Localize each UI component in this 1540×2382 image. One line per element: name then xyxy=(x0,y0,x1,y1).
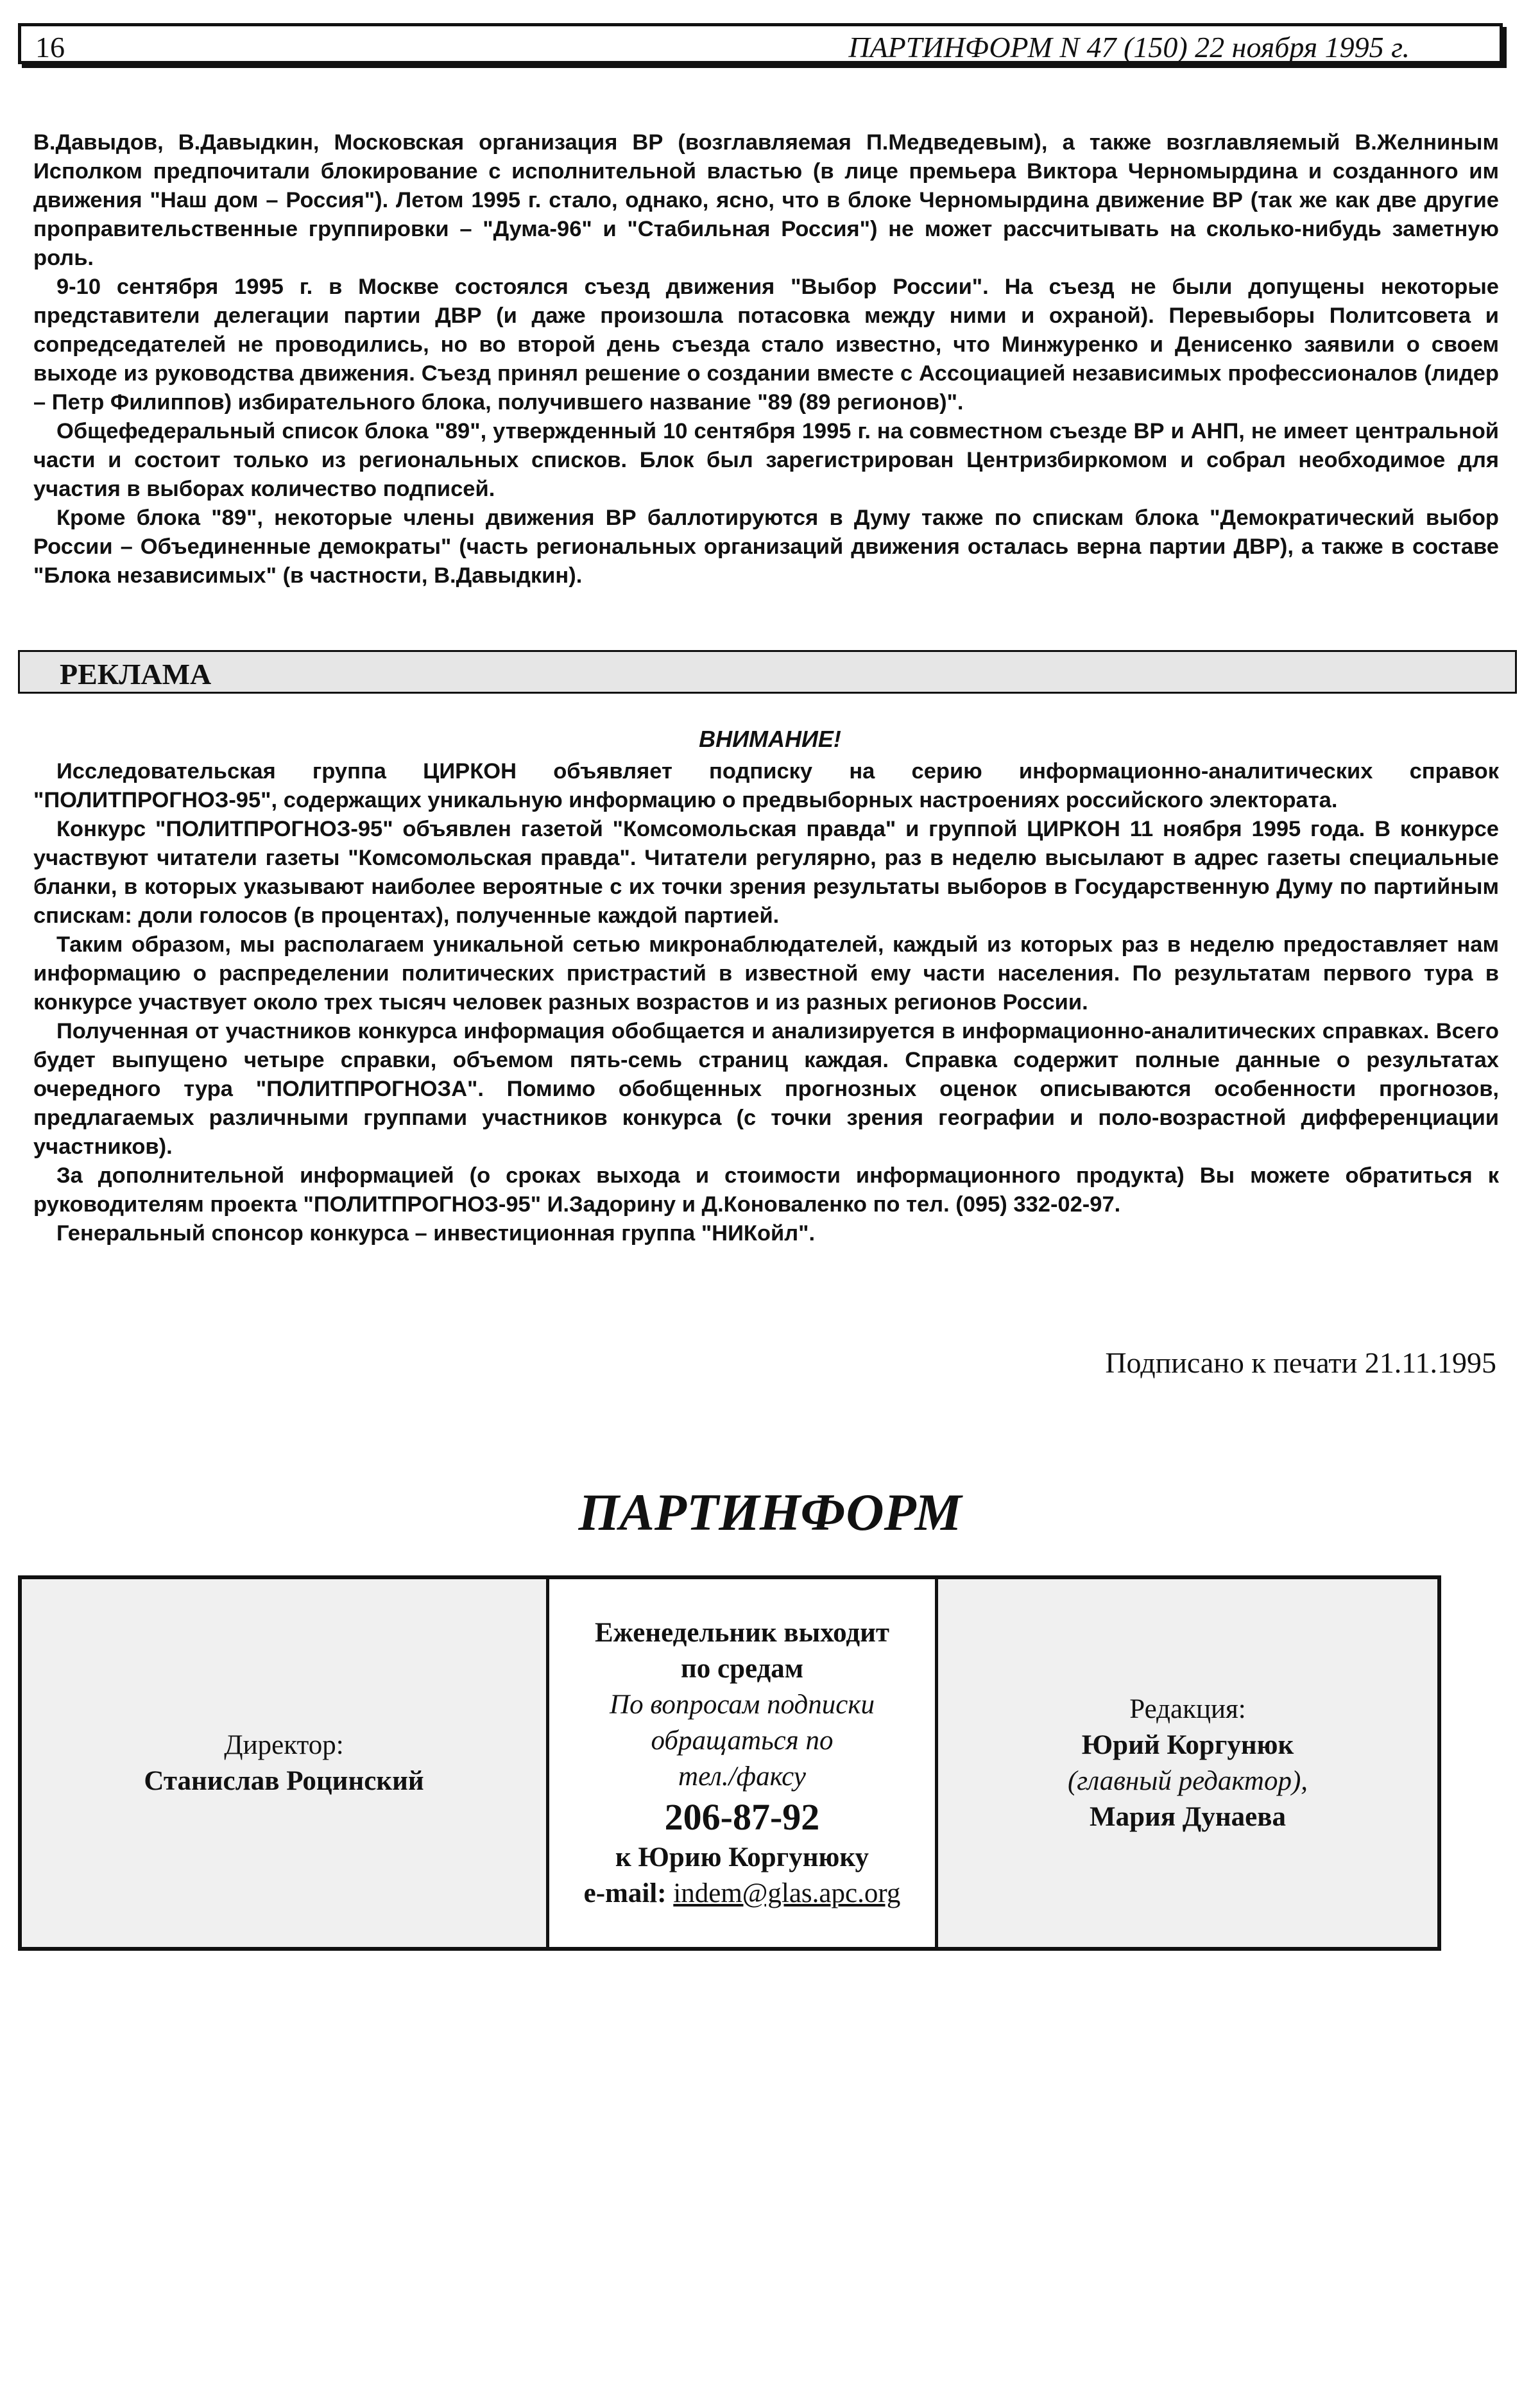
subscribe-line: По вопросам подписки xyxy=(610,1689,875,1720)
page-header xyxy=(18,23,1503,64)
contact-person: к Юрию Коргунюку xyxy=(615,1842,869,1872)
running-title: ПАРТИНФОРМ N 47 (150) 22 ноября 1995 г. xyxy=(848,31,1410,64)
section-title: РЕКЛАМА xyxy=(60,658,212,690)
director-label: Директор: xyxy=(224,1729,344,1760)
article-paragraph: В.Давыдов, В.Давыдкин, Московская организация ВР (возглавляемая П.Медведевым), а также возглавляемый В.Желниным Исполком предпочитали блокирование с исполнительной властью (в лице премьера Виктора Черномырдина и созданного им движения "Наш дом – Россия"). Летом 1995 г. стало, однако, ясно, что в блоке Черномырдина движение ВР (так же как две другие проправительственные группировки – "Дума-96" и "Стабильная Россия") не может рассчитывать на сколько-нибудь заметную роль. xyxy=(33,130,1499,270)
ad-heading: ВНИМАНИЕ! xyxy=(699,726,841,752)
email-link[interactable]: indem@glas.apc.org xyxy=(673,1878,901,1908)
editor-role: (главный редактор), xyxy=(1067,1765,1308,1796)
email-line xyxy=(584,1876,901,1912)
ad-paragraph: Исследовательская группа ЦИРКОН объявляет подписку на серию информационно-аналитических справок "ПОЛИТПРОГНОЗ-95", содержащих уникальную информацию о предвыборных настроениях российского электората. xyxy=(33,759,1499,812)
ad-paragraph: За дополнительной информацией (о сроках выхода и стоимости информационного продукта) Вы можете обратиться к руководителям проекта "ПОЛИТПРОГНОЗ-95" И.Задорину и Д.Коноваленко по тел. (095) 332-02-97. xyxy=(33,1163,1499,1217)
editorial-cell xyxy=(938,1579,1437,1947)
phone-number: 206-87-92 xyxy=(664,1795,820,1838)
ad-paragraph: Полученная от участников конкурса информация обобщается и анализируется в информационно-аналитических справках. Всего будет выпущено четыре справки, объемом пять-семь страниц каждая. Справка содержит полные данные о результатах очередного тура "ПОЛИТПРОГНОЗА". Помимо обобщенных прогнозных оценок описываются особенности прогнозов, предлагаемых различными группами участников конкурса (с точки зрения географии и поло-возрастной дифференциации участников). xyxy=(33,1019,1499,1159)
weekly-day: по средам xyxy=(680,1653,804,1684)
section-header xyxy=(18,650,1517,694)
email-label: e-mail: xyxy=(583,1878,667,1908)
director-cell xyxy=(22,1579,549,1947)
signed-to-print: Подписано к печати 21.11.1995 xyxy=(1105,1346,1496,1379)
masthead-title: ПАРТИНФОРМ xyxy=(578,1483,962,1541)
ad-paragraph: Конкурс "ПОЛИТПРОГНОЗ-95" объявлен газетой "Комсомольская правда" и группой ЦИРКОН 11 ноября 1995 года. В конкурсе участвуют читатели газеты "Комсомольская правда". Читатели регулярно, раз в неделю высылают в адрес газеты специальные бланки, в которых указывают наиболее вероятные с их точки зрения результаты выборов в Государственную Думу по партийным спискам: доли голосов (в процентах), полученные каждой партией. xyxy=(33,817,1499,928)
article-continuation xyxy=(33,128,1499,590)
advertisement-text xyxy=(33,757,1499,1248)
page-number: 16 xyxy=(35,31,65,64)
subscribe-line: тел./факсу xyxy=(678,1761,806,1792)
editor2-name: Мария Дунаева xyxy=(1090,1801,1286,1832)
director-name: Станислав Роцинский xyxy=(144,1765,424,1796)
ad-paragraph: Таким образом, мы располагаем уникальной сетью микронаблюдателей, каждый из которых раз в неделю предоставляет нам информацию о распределении политических пристрастий в известной ему части населения. По результатам первого тура в конкурсе участвует около трех тысяч человек разных возрастов и из разных регионов России. xyxy=(33,932,1499,1015)
imprint-table xyxy=(18,1575,1441,1951)
weekly-line: Еженедельник выходит xyxy=(594,1617,890,1648)
editor-name: Юрий Коргунюк xyxy=(1081,1729,1294,1760)
article-paragraph: Кроме блока "89", некоторые члены движения ВР баллотируются в Думу также по спискам блока "Демократический выбор России – Объединенные демократы" (часть региональных организаций движения осталась верна партии ДВР), а также в составе "Блока независимых" (в частности, В.Давыдкин). xyxy=(33,506,1499,588)
article-paragraph: 9-10 сентября 1995 г. в Москве состоялся съезд движения "Выбор России". На съезд не были допущены некоторые представители делегации партии ДВР (и даже произошла потасовка между ними и охраной). Перевыборы Политсовета и сопредседателей не проводились, но во второй день съезда стало известно, что Минжуренко и Денисенко заявили о своем выходе из руководства движения. Съезд принял решение о создании вместе с Ассоциацией независимых профессионалов (лидер – Петр Филиппов) избирательного блока, получившего название "89 (89 регионов)". xyxy=(33,275,1499,415)
publication-cell xyxy=(549,1579,938,1947)
editorial-label: Редакция: xyxy=(1129,1693,1246,1724)
ad-paragraph: Генеральный спонсор конкурса – инвестиционная группа "НИКойл". xyxy=(56,1221,816,1246)
article-paragraph: Общефедеральный список блока "89", утвержденный 10 сентября 1995 г. на совместном съезде ВР и АНП, не имеет центральной части и состоит только из региональных списков. Блок был зарегистрирован Центризбиркомом и собрал необходимое для участия в выборах количество подписей. xyxy=(33,419,1499,501)
subscribe-line: обращаться по xyxy=(651,1725,834,1756)
